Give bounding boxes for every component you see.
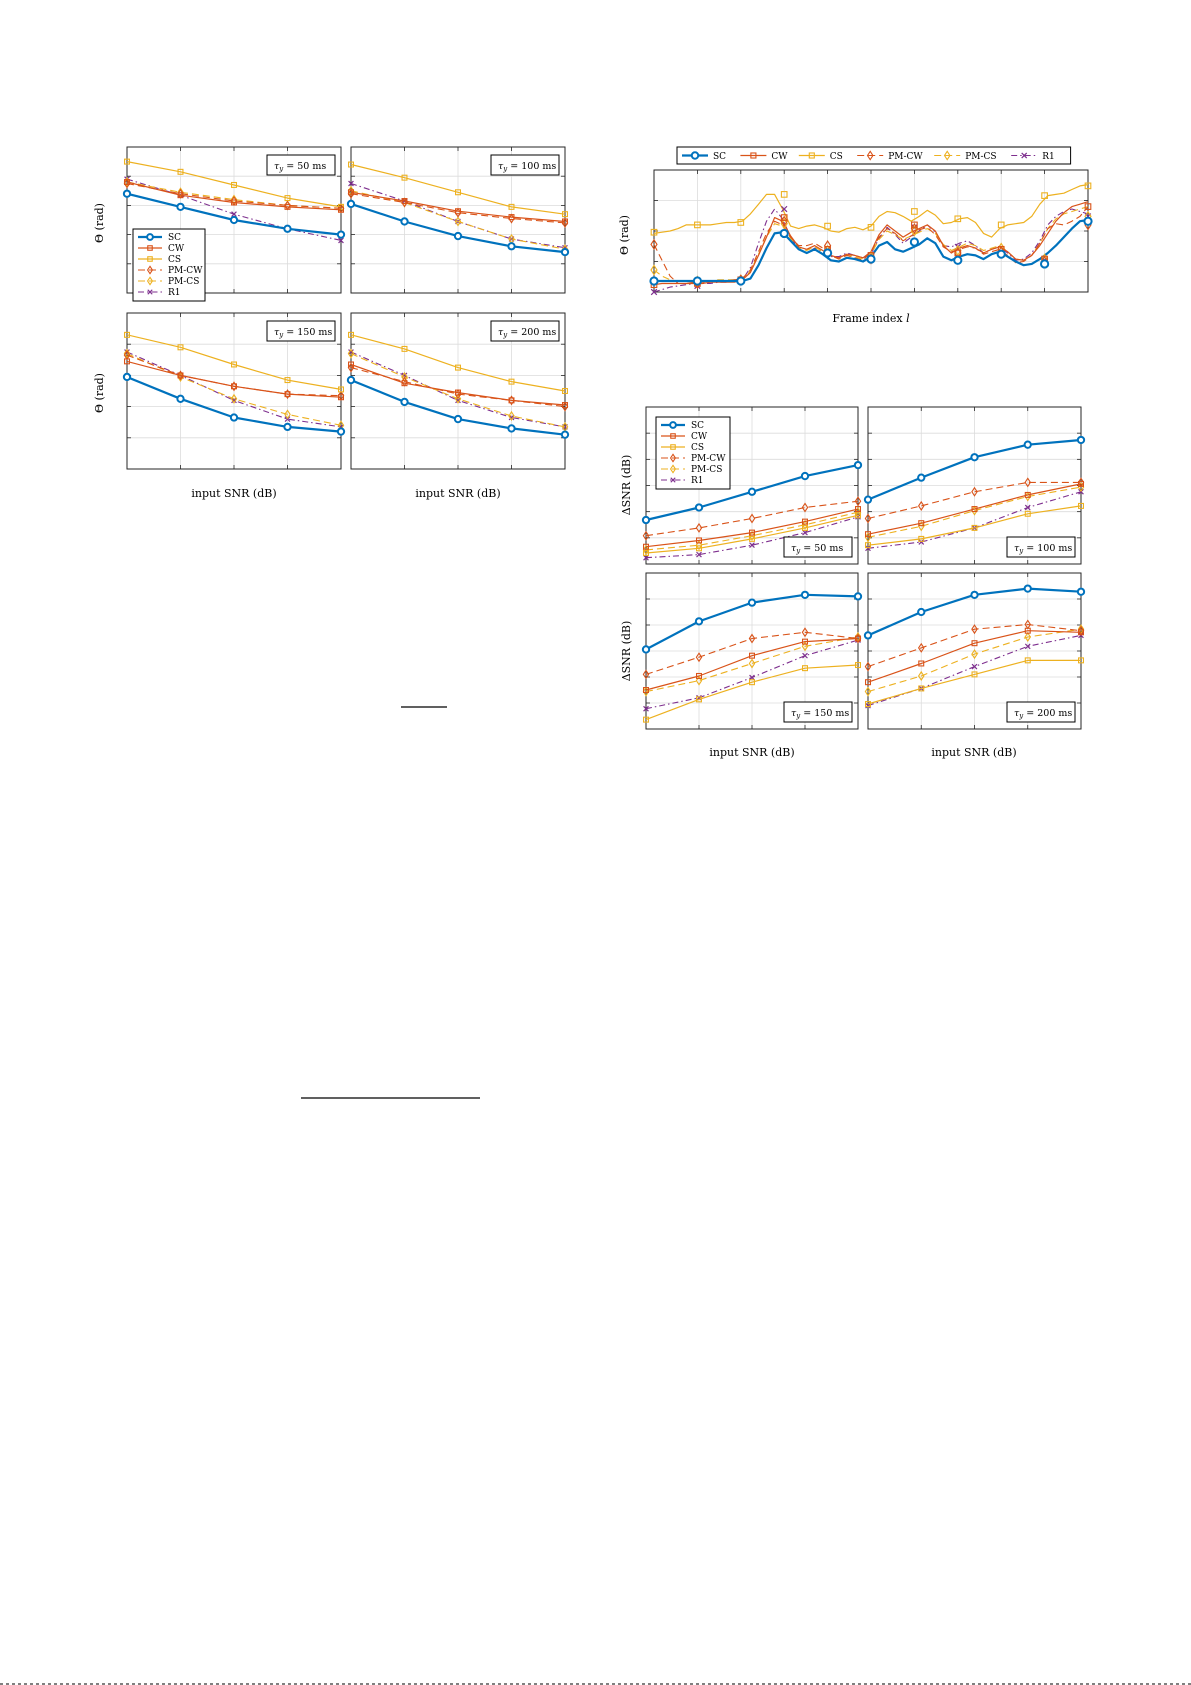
legend-label-pm-cs: PM-CS xyxy=(168,277,200,287)
theta-snr-panel-3-tau-label: $\tau_y = 150$ ms xyxy=(274,327,333,339)
dsnr-snr-panel-2-series-sc-point xyxy=(918,475,924,481)
theta-frame-series-sc-point xyxy=(781,230,788,237)
legend-label-sc: SC xyxy=(713,152,727,162)
theta-snr-panel-3-series-sc-point xyxy=(177,396,183,402)
theta-snr-panel-4-series-sc-point xyxy=(562,432,568,438)
legend-label-sc: SC xyxy=(691,421,705,431)
dsnr-snr-panel-3 xyxy=(643,573,861,729)
legend-label-cs: CS xyxy=(168,255,182,265)
dsnr-snr-panel-3-tau-label: $\tau_y = 150$ ms xyxy=(791,708,850,720)
theta-snr-xlabel-right: input SNR (dB) xyxy=(415,487,501,500)
legend-marker-sc xyxy=(670,422,676,428)
dsnr-snr-panel-2-series-sc-point xyxy=(1025,442,1031,448)
legend-label-r1: R1 xyxy=(691,476,704,486)
theta-frame-series-sc-point xyxy=(650,277,657,284)
dsnr-snr-panel-4-series-sc-point xyxy=(971,592,977,598)
theta-snr-ylabel-top: Θ (rad) xyxy=(93,203,106,243)
theta-snr-xlabel-left: input SNR (dB) xyxy=(191,487,277,500)
theta-snr-panel-1-series-sc-point xyxy=(231,217,237,223)
theta-snr-panel-1-series-sc-point xyxy=(338,231,344,237)
theta-snr-panel-3-series-sc-point xyxy=(231,414,237,420)
dsnr-snr-panel-1-series-sc-point xyxy=(696,504,702,510)
theta-frame-series-sc-point xyxy=(1041,260,1048,267)
theta-snr-panel-4-series-sc-point xyxy=(401,399,407,405)
dsnr-snr-panel-3-series-sc-point xyxy=(855,593,861,599)
dsnr-snr-xlabel-left: input SNR (dB) xyxy=(709,746,795,759)
theta-snr-panel-4 xyxy=(348,313,568,469)
dsnr-snr-panel-4-series-sc-point xyxy=(918,609,924,615)
theta-snr-panel-2-series-sc-point xyxy=(562,249,568,255)
legend-label-r1: R1 xyxy=(1042,152,1055,162)
theta-snr-panel-4-tau-label: $\tau_y = 200$ ms xyxy=(498,327,557,339)
dsnr-snr-ylabel-top: ΔSNR (dB) xyxy=(620,454,633,516)
legend-label-cw: CW xyxy=(771,152,788,162)
legend-label-pm-cw: PM-CW xyxy=(168,266,203,276)
theta-frame-series-sc-point xyxy=(737,277,744,284)
dsnr-snr-panel-1-series-sc-point xyxy=(643,517,649,523)
legend-label-cs: CS xyxy=(829,152,843,162)
theta-snr-panel-3-series-sc-point xyxy=(284,424,290,430)
legend-label-r1: R1 xyxy=(168,288,181,298)
theta-frame-series-sc-point xyxy=(954,257,961,264)
legend-marker-sc xyxy=(692,152,698,158)
theta-snr-panel-1-series-sc-point xyxy=(284,226,290,232)
legend-marker-sc xyxy=(147,234,153,240)
theta-frame-series-sc-point xyxy=(694,277,701,284)
theta-frame-series-sc-point xyxy=(1084,218,1091,225)
theta-snr-panel-3 xyxy=(124,313,344,469)
legend-label-pm-cs: PM-CS xyxy=(965,152,997,162)
theta-frame-series-sc-point xyxy=(867,255,874,262)
legend-label-pm-cs: PM-CS xyxy=(691,465,723,475)
dsnr-snr-xlabel-right: input SNR (dB) xyxy=(931,746,1017,759)
dsnr-snr-panel-3-series-sc-point xyxy=(802,592,808,598)
theta-snr-panel-4-series-sc-point xyxy=(508,425,514,431)
theta-snr-ylabel-bottom: Θ (rad) xyxy=(93,373,106,413)
theta-snr-panel-2-tau-label: $\tau_y = 100$ ms xyxy=(498,161,557,173)
dsnr-snr-panel-1-series-sc-point xyxy=(802,473,808,479)
theta-snr-panel-3-series-sc-point xyxy=(124,374,130,380)
dsnr-snr-panel-4-tau-label: $\tau_y = 200$ ms xyxy=(1014,708,1073,720)
theta-snr-panel-3-series-sc-point xyxy=(338,428,344,434)
theta-snr-panel-1-series-sc-point xyxy=(177,204,183,210)
dsnr-snr-panel-1-series-sc-point xyxy=(855,462,861,468)
dsnr-snr-panel-2-series-sc-point xyxy=(865,496,871,502)
theta-frame-series-sc-point xyxy=(998,251,1005,258)
theta-frame-ylabel: Θ (rad) xyxy=(618,215,631,255)
dsnr-snr-ylabel-bottom: ΔSNR (dB) xyxy=(620,620,633,682)
legend-label-sc: SC xyxy=(168,233,182,243)
theta-snr-panel-2-series-sc-point xyxy=(401,218,407,224)
chart-theta-frame xyxy=(618,147,1092,325)
legend-label-cw: CW xyxy=(691,432,708,442)
theta-snr-panel-4-series-sc-point xyxy=(348,377,354,383)
legend-label-pm-cw: PM-CW xyxy=(691,454,726,464)
theta-snr-panel-2-series-sc-point xyxy=(348,201,354,207)
theta-snr-panel-1-series-sc-point xyxy=(124,191,130,197)
chart-dsnr-snr xyxy=(620,407,1084,759)
legend-label-cw: CW xyxy=(168,244,185,254)
dsnr-snr-panel-3-series-sc-point xyxy=(749,599,755,605)
theta-frame-series-sc-point xyxy=(911,238,918,245)
dsnr-snr-panel-4-series-sc-point xyxy=(865,632,871,638)
theta-snr-panel-2 xyxy=(348,147,568,293)
dsnr-snr-panel-3-series-sc-point xyxy=(643,646,649,652)
chart-theta-snr xyxy=(93,147,568,500)
dsnr-snr-panel-2 xyxy=(865,407,1084,564)
theta-frame-series-sc-point xyxy=(824,249,831,256)
dsnr-snr-panel-3-series-sc-point xyxy=(696,618,702,624)
dsnr-snr-panel-2-series-sc-point xyxy=(971,454,977,460)
theta-snr-panel-1-tau-label: $\tau_y = 50$ ms xyxy=(274,161,327,173)
dsnr-snr-panel-4 xyxy=(865,573,1084,729)
dsnr-snr-panel-1-tau-label: $\tau_y = 50$ ms xyxy=(791,543,844,555)
dsnr-snr-panel-4-series-sc-point xyxy=(1078,589,1084,595)
dsnr-snr-panel-2-series-sc-point xyxy=(1078,437,1084,443)
dsnr-snr-panel-2-tau-label: $\tau_y = 100$ ms xyxy=(1014,543,1073,555)
legend-label-cs: CS xyxy=(691,443,705,453)
legend-label-pm-cw: PM-CW xyxy=(888,152,923,162)
theta-snr-panel-4-series-sc-point xyxy=(455,416,461,422)
dsnr-snr-panel-4-series-sc-point xyxy=(1025,585,1031,591)
theta-frame-xlabel: Frame index l xyxy=(832,312,910,325)
theta-snr-panel-2-series-sc-point xyxy=(508,243,514,249)
theta-snr-panel-2-series-sc-point xyxy=(455,233,461,239)
dsnr-snr-panel-1-series-sc-point xyxy=(749,489,755,495)
